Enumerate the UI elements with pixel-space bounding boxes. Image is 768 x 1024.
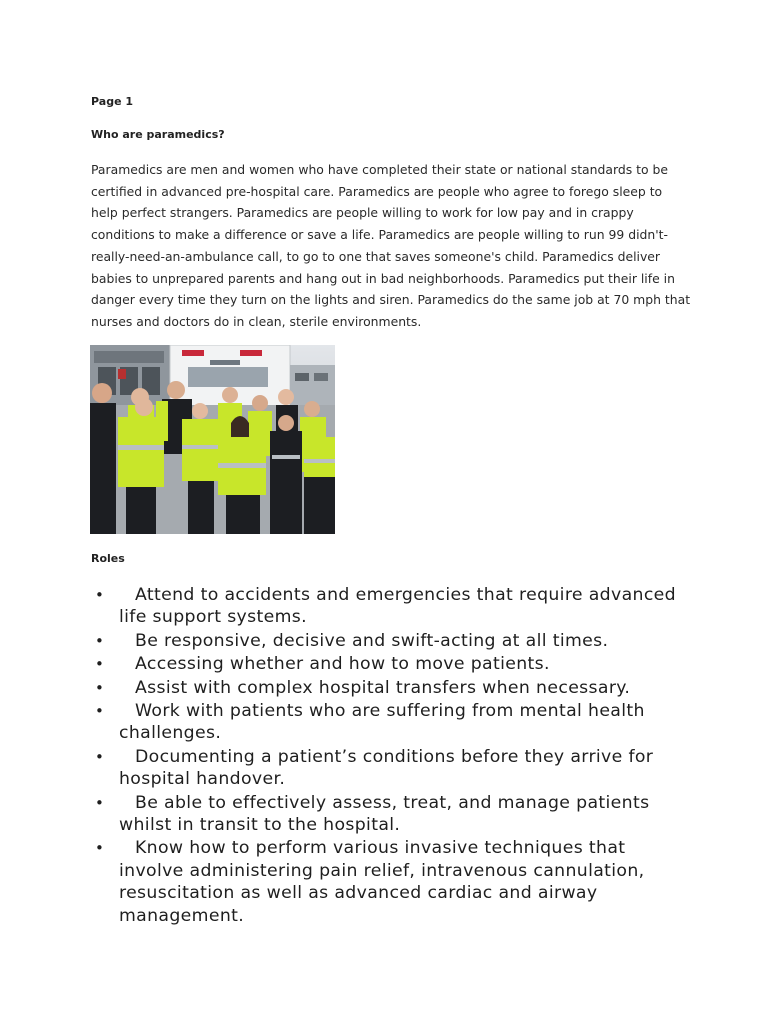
role-text: Documenting a patient’s conditions before they arrive for hospital handover. (119, 746, 654, 790)
role-text: Be able to effectively assess, treat, and manage patients whilst in transit to the hospital. (119, 792, 650, 836)
role-text: Assist with complex hospital transfers when necessary. (135, 677, 631, 698)
heading-who-are-paramedics: Who are paramedics? (91, 128, 225, 141)
list-item (92, 700, 692, 745)
intro-paragraph (91, 159, 691, 333)
role-text: Know how to perform various invasive techniques that involve administering pain relief, intravenous cannulation, resuscitation as well as advanced cardiac and airway management. (119, 838, 645, 926)
list-item (92, 837, 692, 927)
paramedic-team-photo (90, 345, 335, 534)
role-text: Attend to accidents and emergencies that require advanced life support systems. (119, 585, 676, 628)
heading-roles: Roles (91, 552, 125, 565)
list-item (92, 677, 692, 699)
bullet-icon: • (95, 793, 105, 812)
bullet-icon: • (95, 747, 105, 766)
role-text: Work with patients who are suffering from mental health challenges. (119, 701, 645, 744)
paragraph-line: certified in advanced pre-hospital care. Paramedics are people who agree to forego sleep to (91, 183, 663, 199)
paragraph-line: babies to unprepared parents and hang out in bad neighborhoods. Paramedics put their life in (91, 270, 675, 286)
bullet-icon: • (95, 678, 105, 697)
bullet-icon: • (95, 655, 105, 674)
page-label: Page 1 (91, 95, 134, 108)
paragraph-line: danger every time they turn on the lights and siren. Paramedics do the same job at 70 mph that (91, 292, 691, 308)
paragraph-line: Paramedics are men and women who have completed their state or national standards to be (91, 162, 668, 177)
paramedic-team-illustration (90, 345, 335, 534)
list-item (92, 584, 692, 629)
list-item (92, 792, 692, 837)
list-item (92, 630, 692, 652)
bullet-icon: • (95, 702, 105, 721)
paragraph-line: conditions to make a difference or save a life. Paramedics are people willing to run 99 didn't- (91, 227, 668, 243)
paragraph-line: help perfect strangers. Paramedics are people willing to work for low pay and in crappy (91, 205, 634, 221)
list-item (92, 653, 692, 675)
bullet-icon: • (95, 586, 105, 604)
roles-list (92, 584, 692, 928)
role-text: Accessing whether and how to move patients. (135, 654, 550, 675)
list-item (92, 746, 692, 791)
paragraph-line: really-need-an-ambulance call, to go to one that saves someone's child. Paramedics deliver (91, 248, 661, 264)
role-text: Be responsive, decisive and swift-acting at all times. (135, 630, 609, 651)
bullet-icon: • (95, 839, 105, 858)
bullet-icon: • (95, 631, 105, 650)
paragraph-line: nurses and doctors do in clean, sterile environments. (91, 313, 422, 329)
